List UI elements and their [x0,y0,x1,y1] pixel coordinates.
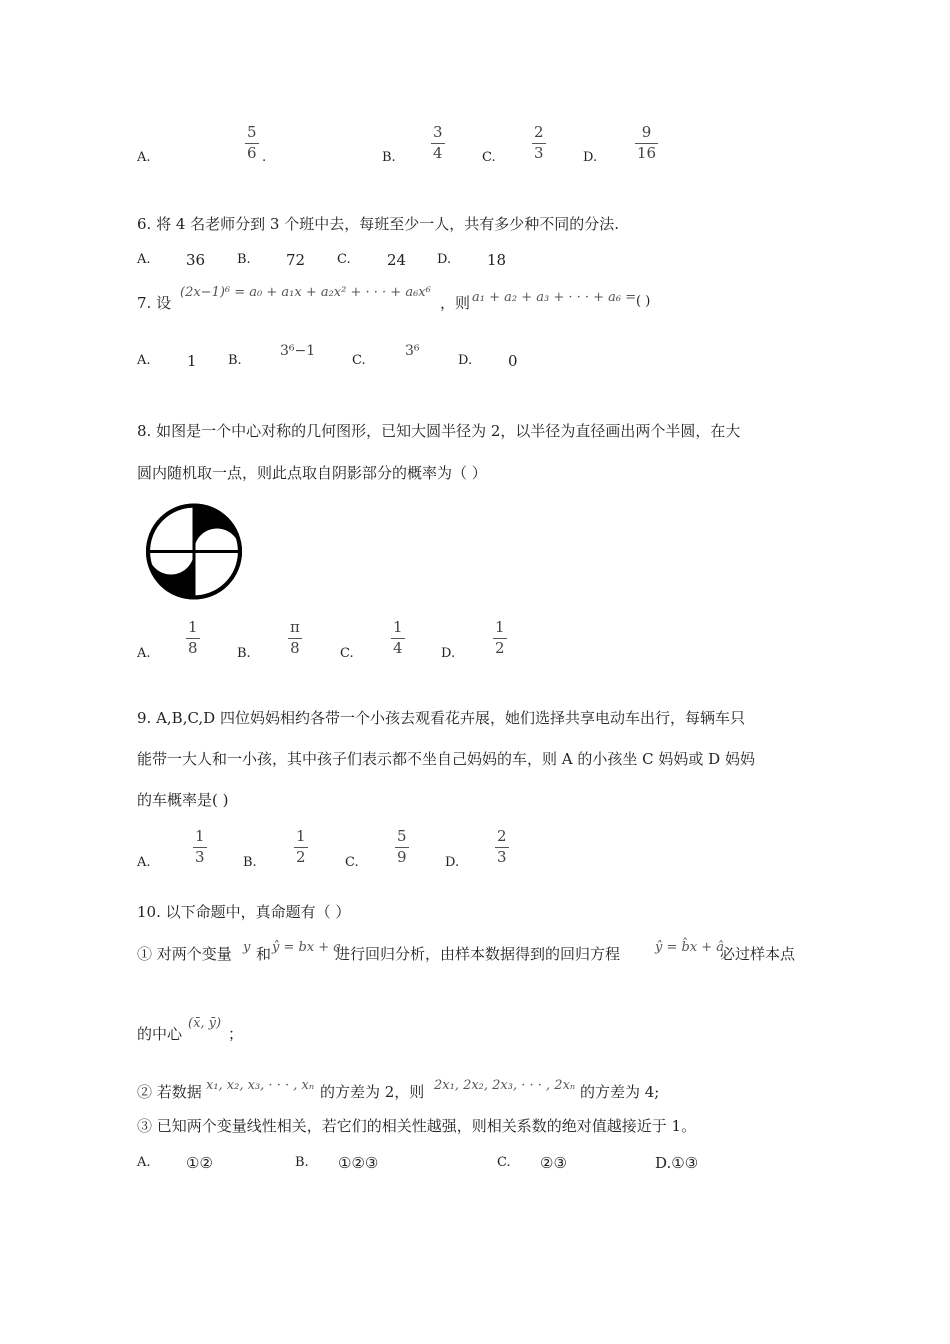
q9-option-a-fraction [193,828,207,866]
q8-option-d-label: D. [441,646,456,661]
q7-option-d-value: 0 [508,352,518,370]
q7-option-c-value: 3⁶ [405,343,420,359]
q7-expression-2: a₁ + a₂ + a₃ + · · · + a₆ = [472,290,637,305]
q8-option-c-fraction [391,619,405,657]
q9-option-b-numerator: 1 [296,827,306,845]
q9-stem-line-3: 的车概率是( ) [137,791,229,809]
q8-option-a-fraction [186,619,200,657]
q10-option-c-value: ②③ [540,1154,567,1172]
q9-option-b-label: B. [243,855,257,870]
q5-option-b-denominator: 4 [433,144,443,162]
q7-option-d-label: D. [458,353,473,368]
q10-proposition-2-suffix: 的方差为 4; [580,1083,660,1101]
q9-option-c-numerator: 5 [397,827,407,845]
q9-option-b-denominator: 2 [296,848,306,866]
q7-option-b-value: 3⁶−1 [280,343,316,359]
q6-option-a-label: A. [137,252,151,267]
q8-option-d-fraction [493,619,507,657]
q10-proposition-1-and: 和 [256,945,272,963]
q5-option-d-denominator: 16 [637,144,657,162]
q9-option-a-numerator: 1 [195,827,205,845]
q5-option-b-label: B. [382,150,396,165]
q9-option-a-label: A. [137,855,151,870]
q10-option-b-value: ①②③ [338,1154,379,1172]
q8-stem-line-2: 圆内随机取一点，则此点取自阴影部分的概率为（ ） [137,464,487,482]
q5-option-c-label: C. [482,150,496,165]
q10-sample-center: (x̄, ȳ) [188,1016,222,1031]
q9-option-a-denominator: 3 [195,848,205,866]
q8-option-b-fraction [288,619,302,657]
q6-stem: 6. 将 4 名老师分到 3 个班中去，每班至少一人，共有多少种不同的分法. [137,215,620,233]
q8-option-c-denominator: 4 [393,639,403,657]
q8-option-a-label: A. [137,646,151,661]
q10-proposition-1-variable-y: y [243,940,251,955]
q10-proposition-1-suffix: 必过样本点 [720,945,796,963]
q9-option-c-label: C. [345,855,359,870]
q10-proposition-1-line-2-prefix: 的中心 [137,1025,183,1043]
q5-option-b-fraction [431,124,445,162]
q9-option-d-numerator: 2 [497,827,507,845]
q7-option-a-label: A. [137,353,151,368]
q5-option-b-numerator: 3 [433,123,443,141]
q10-proposition-2-middle: 的方差为 2，则 [320,1083,425,1101]
q10-option-a-label: A. [137,1155,151,1170]
q8-option-b-label: B. [237,646,251,661]
q10-option-b-label: B. [295,1155,309,1170]
q7-prefix: 7. 设 [137,294,172,312]
q10-proposition-1-equation-1: ŷ = bx + a [272,940,342,955]
q6-option-c-value: 24 [387,251,407,269]
q8-option-d-numerator: 1 [495,618,505,636]
q8-option-a-denominator: 8 [188,639,198,657]
q5-option-c-fraction [532,124,546,162]
q10-proposition-2-prefix: ② 若数据 [137,1083,202,1101]
q10-option-a-value: ①② [186,1154,213,1172]
q7-option-c-label: C. [352,353,366,368]
q6-option-b-label: B. [237,252,251,267]
q8-option-c-numerator: 1 [393,618,403,636]
q5-option-a-numerator: 5 [247,123,257,141]
q10-option-d: D.①③ [655,1154,699,1172]
q7-mid: ，则 [440,294,471,312]
q5-option-a-denominator: 6 [247,144,257,162]
q8-symmetric-circle-figure [144,503,244,600]
q10-proposition-1-equation-2: ŷ = b̂x + â [655,940,725,955]
q8-option-b-denominator: 8 [290,639,300,657]
q6-option-a-value: 36 [186,251,206,269]
q6-option-d-label: D. [437,252,452,267]
q9-option-c-fraction [395,828,409,866]
q10-stem: 10. 以下命题中，真命题有（ ） [137,903,351,921]
q7-answer-paren: ( ) [636,294,651,309]
q10-proposition-2-data-doubled: 2x₁, 2x₂, 2x₃, · · · , 2xₙ [434,1078,576,1093]
q9-option-b-fraction [294,828,308,866]
q7-option-b-label: B. [228,353,242,368]
q10-proposition-2-data: x₁, x₂, x₃, · · · , xₙ [206,1078,315,1093]
q5-option-a-label: A. [137,150,151,165]
q5-option-c-numerator: 2 [534,123,544,141]
q9-option-d-denominator: 3 [497,848,507,866]
q5-option-a-dot: . [262,150,267,165]
q5-option-d-label: D. [583,150,598,165]
q9-option-c-denominator: 9 [397,848,407,866]
q10-option-c-label: C. [497,1155,511,1170]
q7-expression-1: (2x−1)⁶ = a₀ + a₁x + a₂x² + · · · + a₆x⁶ [180,285,431,300]
q8-option-a-numerator: 1 [188,618,198,636]
q6-option-b-value: 72 [286,251,306,269]
q9-stem-line-1: 9. A,B,C,D 四位妈妈相约各带一个小孩去观看花卉展，她们选择共享电动车出行，每辆车只 [137,709,745,727]
q6-option-d-value: 18 [487,251,507,269]
q8-option-c-label: C. [340,646,354,661]
q10-proposition-1-prefix: ① 对两个变量 [137,945,232,963]
q8-option-d-denominator: 2 [495,639,505,657]
q10-proposition-1-middle: 进行回归分析，由样本数据得到的回归方程 [335,945,621,963]
q7-option-a-value: 1 [187,352,197,370]
q9-option-d-label: D. [445,855,460,870]
q10-proposition-1-line-2-suffix: ； [228,1025,244,1043]
q5-option-d-numerator: 9 [641,123,652,141]
q8-option-b-numerator: π [290,618,300,636]
q9-option-d-fraction [495,828,509,866]
q9-stem-line-2: 能带一大人和一小孩，其中孩子们表示都不坐自己妈妈的车，则 A 的小孩坐 C 妈妈或 D 妈妈 [137,750,755,768]
q6-option-c-label: C. [337,252,351,267]
q10-proposition-3: ③ 已知两个变量线性相关，若它们的相关性越强，则相关系数的绝对值越接近于 1。 [137,1117,697,1135]
q5-option-a-fraction [245,124,259,162]
q5-option-c-denominator: 3 [534,144,544,162]
q8-stem-line-1: 8. 如图是一个中心对称的几何图形，已知大圆半径为 2，以半径为直径画出两个半圆，在大 [137,422,741,440]
q5-option-d-fraction [635,124,658,162]
